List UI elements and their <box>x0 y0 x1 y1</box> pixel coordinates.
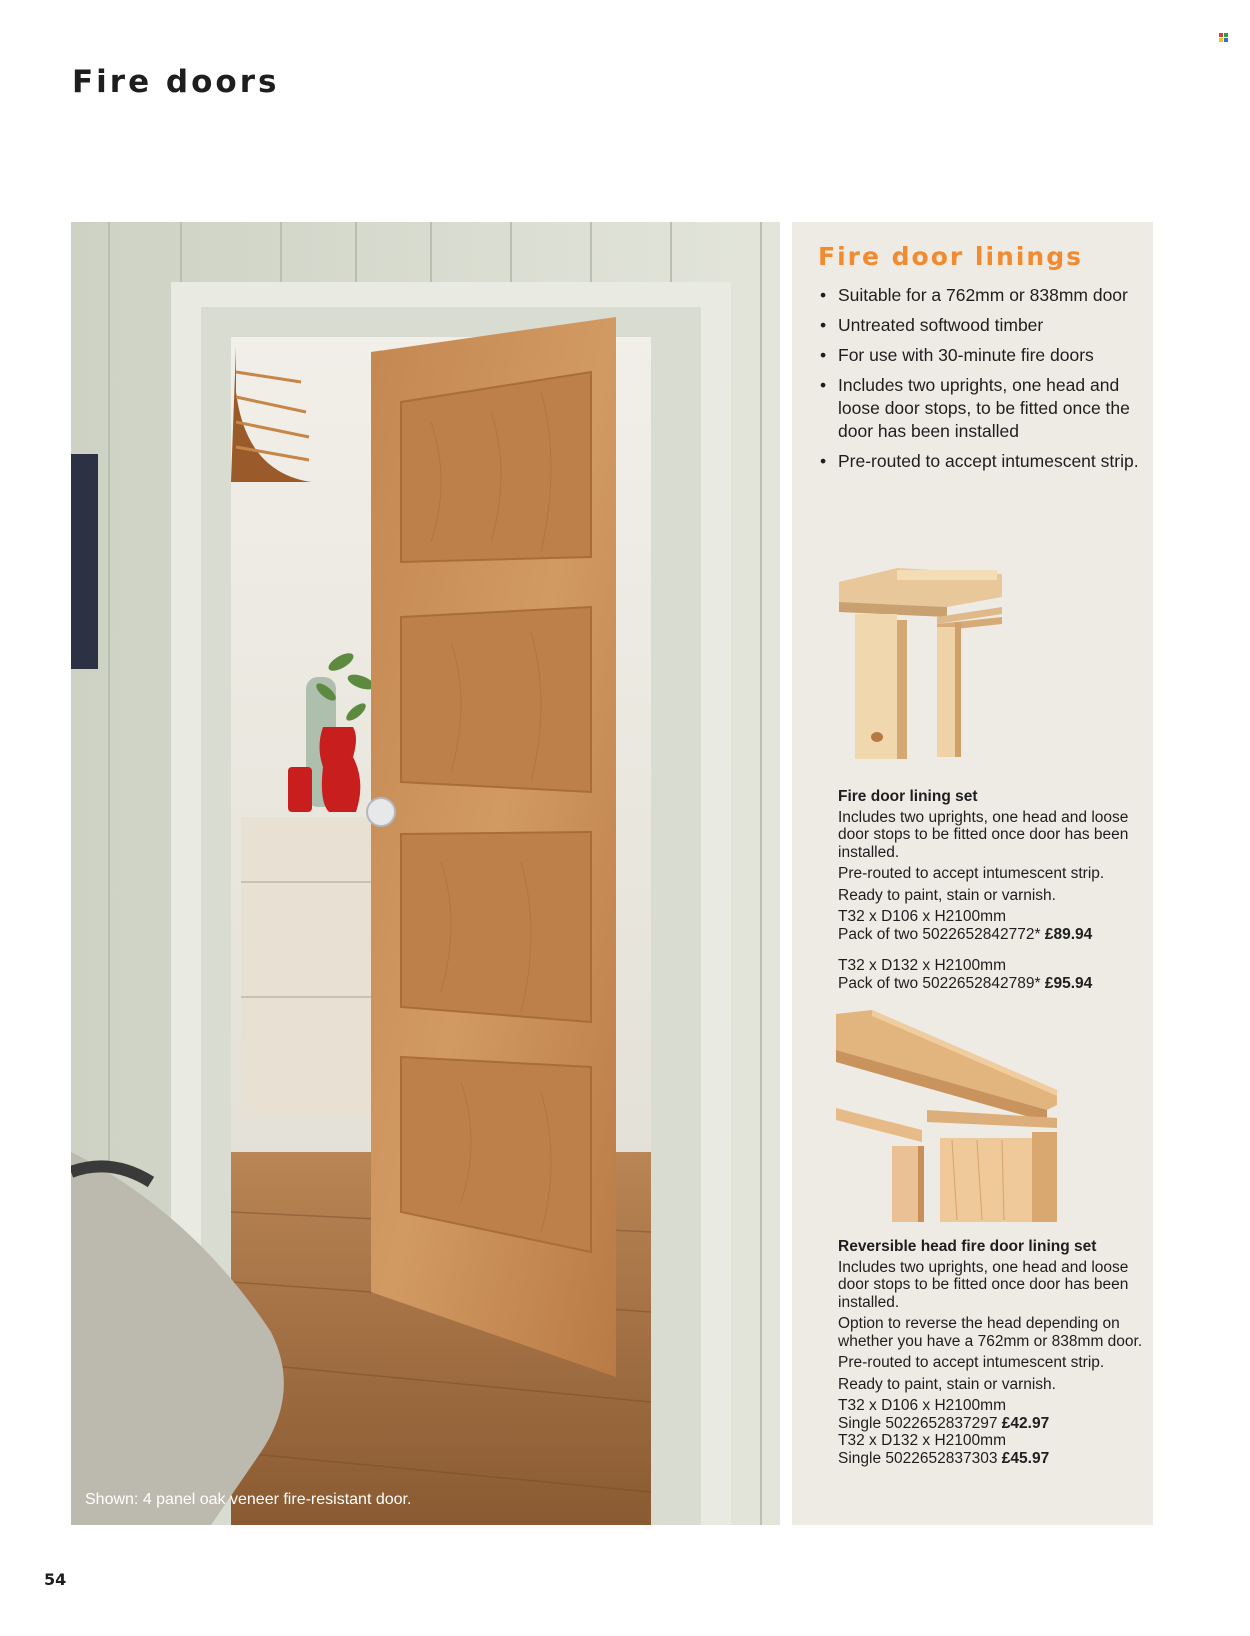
fire-door-linings-panel <box>792 222 1153 1525</box>
product-description: Includes two uprights, one head and loose door stops to be fitted once door has been installed. <box>838 808 1129 861</box>
feature-item: • For use with 30-minute fire doors <box>820 344 1140 367</box>
variant-price: £95.94 <box>1044 974 1093 992</box>
product-description: Pre-routed to accept intumescent strip. <box>838 1354 1105 1371</box>
feature-item: • Suitable for a 762mm or 838mm door <box>820 284 1140 307</box>
variant-size: T32 x D132 x H2100mm <box>838 1432 1006 1449</box>
variant-price: £42.97 <box>1001 1414 1050 1432</box>
variant-code: Single 5022652837303 <box>838 1449 998 1467</box>
page-title: Fire doors <box>72 64 280 100</box>
door-illustration <box>71 222 780 1525</box>
variant-price: £45.97 <box>1001 1449 1050 1467</box>
variant-line <box>838 1415 1143 1433</box>
photo-caption: Shown: 4 panel oak veneer fire-resistant door. <box>85 1491 412 1508</box>
variant-price: £89.94 <box>1044 925 1093 943</box>
feature-item: • Includes two uprights, one head and loose door stops, to be fitted once the door has been installed <box>820 374 1140 443</box>
variant-code: Single 5022652837297 <box>838 1414 998 1432</box>
product-description: Ready to paint, stain or varnish. <box>838 1375 1056 1393</box>
variant-line <box>838 926 1143 944</box>
product-name: Fire door lining set <box>838 788 978 805</box>
panel-title: Fire door linings <box>818 242 1083 271</box>
product-reversible-head-lining-set <box>838 1238 1143 1467</box>
variant-line <box>838 1450 1143 1468</box>
lining-set-image <box>837 562 1012 762</box>
variant-code: Pack of two 5022652842772* <box>838 925 1041 943</box>
feature-list <box>820 284 1140 480</box>
product-description: Pre-routed to accept intumescent strip. <box>838 865 1105 882</box>
product-description: Includes two uprights, one head and loose door stops to be fitted once door has been installed. <box>838 1258 1129 1311</box>
variant-line <box>838 975 1143 993</box>
variant-size: T32 x D106 x H2100mm <box>838 1397 1006 1414</box>
door-photo <box>71 222 780 1525</box>
variant-code: Pack of two 5022652842789* <box>838 974 1041 992</box>
brand-logo-icon <box>1219 33 1228 42</box>
page-number: 54 <box>44 1570 67 1589</box>
variant-size: T32 x D132 x H2100mm <box>838 957 1006 974</box>
product-description: Option to reverse the head depending on whether you have a 762mm or 838mm door. <box>838 1315 1143 1350</box>
product-description: Ready to paint, stain or varnish. <box>838 886 1056 904</box>
reversible-lining-set-image <box>832 1010 1067 1225</box>
product-name: Reversible head fire door lining set <box>838 1238 1097 1255</box>
feature-item: • Pre-routed to accept intumescent strip. <box>820 450 1140 473</box>
feature-item: • Untreated softwood timber <box>820 314 1140 337</box>
product-fire-door-lining-set <box>838 788 1143 992</box>
variant-size: T32 x D106 x H2100mm <box>838 908 1006 925</box>
